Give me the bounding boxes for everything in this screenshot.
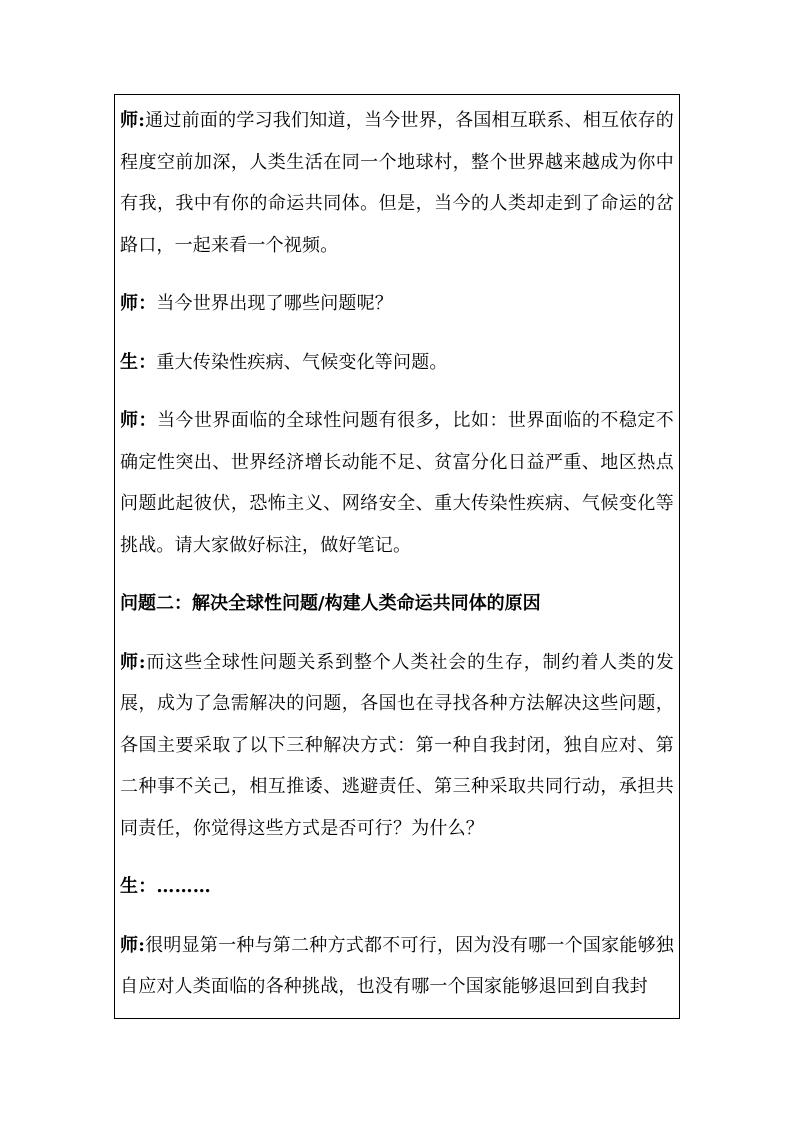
section-heading: 问题二：解决全球性问题/构建人类命运共同体的原因 — [120, 593, 541, 614]
speaker-label: 师： — [120, 410, 157, 431]
paragraph-text: 当今世界面临的全球性问题有很多，比如：世界面临的不稳定不确定性突出、世界经济增长动能不足、贫富分化日益严重、地区热点问题此起彼伏，恐怖主义、网络安全、重大传染性疾病、气候变化等挑战。请大家做好标注，做好笔记。 — [120, 410, 674, 556]
speaker-label: 师: — [120, 934, 146, 956]
paragraph-text: 当今世界出现了哪些问题呢？ — [156, 293, 394, 314]
paragraph-teacher-3 — [120, 400, 674, 566]
paragraph-teacher-2 — [120, 283, 674, 325]
paragraph-text: ……… — [156, 876, 212, 897]
paragraph-teacher-5 — [120, 925, 674, 1008]
speaker-label: 生： — [120, 351, 157, 373]
paragraph-student-2 — [120, 866, 674, 908]
document-body — [120, 100, 674, 1017]
paragraph-text: 通过前面的学习我们知道，当今世界，各国相互联系、相互依存的程度空前加深，人类生活在同一个地球村，整个世界越来越成为你中有我，我中有你的命运共同体。但是，当今的人类却走到了命运的岔路口，一起来看一个视频。 — [120, 110, 674, 256]
paragraph-text: 很明显第一种与第二种方式都不可行，因为没有哪一个国家能够独自应对人类面临的各种挑战，也没有哪一个国家能够退回到自我封 — [120, 934, 674, 997]
speaker-label: 师: — [120, 110, 146, 131]
paragraph-teacher-1 — [120, 100, 674, 266]
paragraph-teacher-4 — [120, 642, 674, 850]
speaker-label: 师: — [120, 651, 146, 673]
paragraph-text: 而这些全球性问题关系到整个人类社会的生存，制约着人类的发展，成为了急需解决的问题，各国也在寻找各种方法解决这些问题，各国主要采取了以下三种解决方式：第一种自我封闭，独自应对、第二种事不关己，相互推诿、逃避责任、第三种采取共同行动，承担共同责任，你觉得这些方式是否可行？为什么？ — [120, 651, 674, 839]
paragraph-text: 重大传染性疾病、气候变化等问题。 — [156, 351, 448, 373]
speaker-label: 师： — [120, 293, 157, 314]
speaker-label: 生： — [120, 876, 157, 897]
paragraph-student-1 — [120, 342, 674, 384]
